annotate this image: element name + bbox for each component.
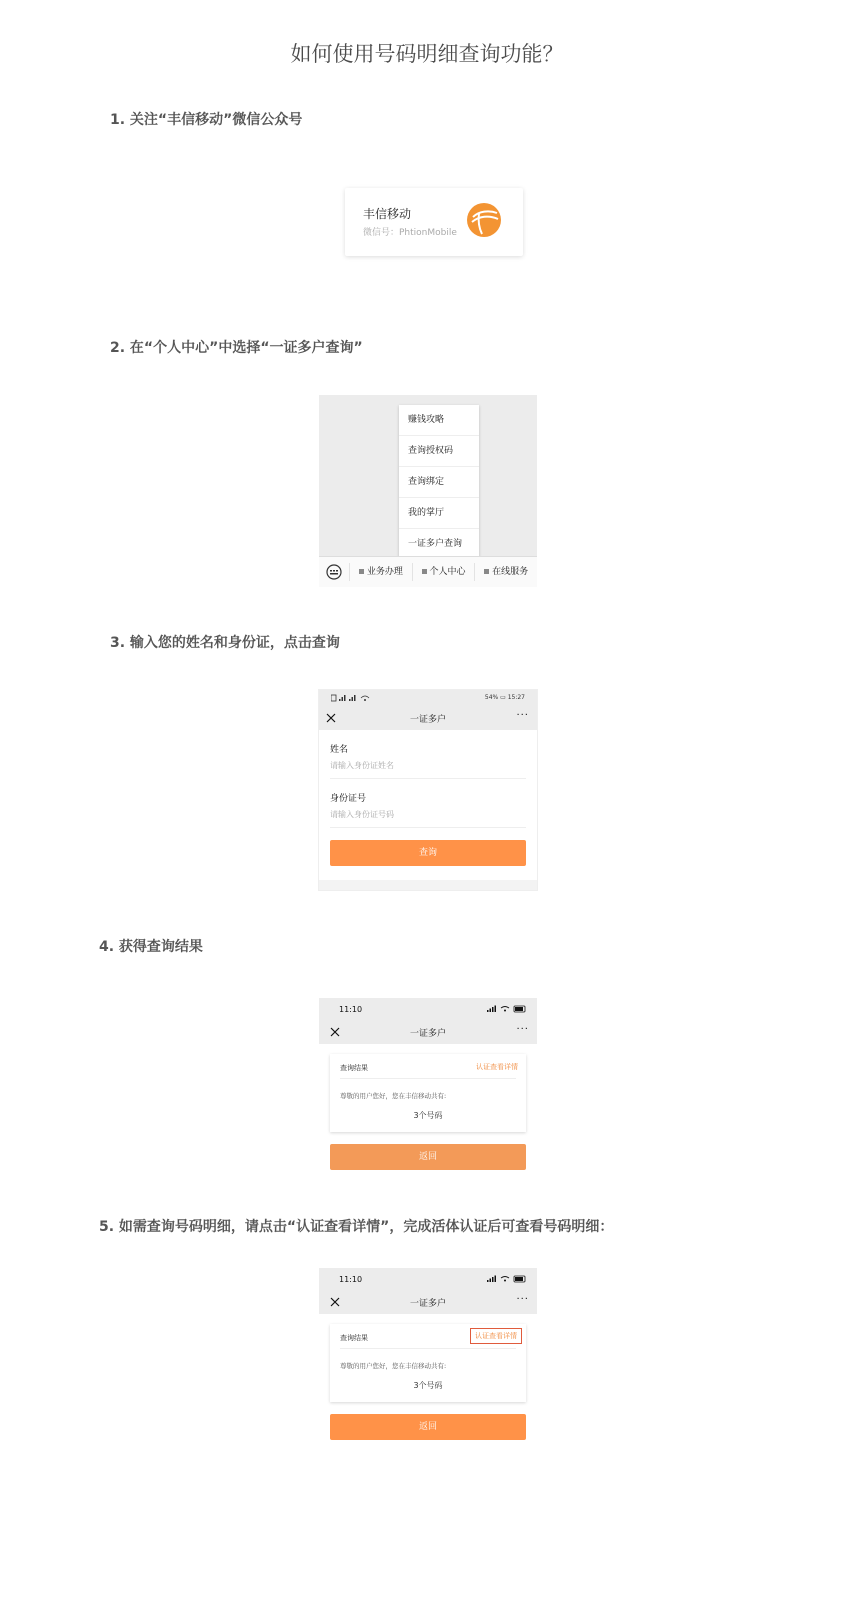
nav-title: 一证多户 [409,715,446,725]
step-4-heading: 4. 获得查询结果 [99,939,203,955]
popup-menu [399,405,479,559]
signal-wifi-battery-icons [487,1005,527,1013]
more-icon[interactable]: ··· [516,1024,529,1035]
result-message: 尊敬的用户您好，您在丰信移动共有: [340,1092,447,1100]
more-icon[interactable]: ··· [516,1294,529,1305]
status-bar [319,690,537,706]
status-bar [319,1268,537,1290]
menu-bars-icon [422,569,427,574]
footer-strip [319,880,537,890]
nav-bar [319,706,537,730]
id-label: 身份证号 [330,794,367,804]
keyboard-icon[interactable] [319,557,349,587]
nav-bar [319,1290,537,1314]
query-result-screenshot [319,998,537,1174]
detail-link-screenshot [319,1268,537,1444]
back-button[interactable]: 返回 [330,1144,526,1170]
step-3-heading: 3. 输入您的姓名和身份证，点击查询 [110,635,340,651]
nav-title: 一证多户 [409,1299,446,1309]
id-number-input[interactable]: 请输入身份证号码 [330,810,394,819]
tab-online-service[interactable]: 在线服务 [474,563,537,581]
tab-business[interactable]: 业务办理 [349,563,412,581]
menu-item-multi-account-query[interactable]: 一证多户查询 [408,539,463,549]
status-time: 11:10 [339,1275,363,1284]
menu-tab-bar [319,556,537,587]
step-2-heading: 2. 在“个人中心”中选择“一证多户查询” [110,340,363,356]
page-title: 如何使用号码明细查询功能？ [290,42,564,66]
divider [330,778,526,779]
nav-bar [319,1020,537,1044]
result-card [330,1324,526,1402]
view-detail-link-highlighted[interactable]: 认证查看详情 [470,1328,522,1344]
menu-item-query-auth-code[interactable]: 查询授权码 [399,436,479,467]
status-time: 11:10 [339,1005,363,1014]
account-wechat-id: 微信号：PhtionMobile [363,228,457,238]
step-1-heading: 1. 关注“丰信移动”微信公众号 [110,112,303,128]
tab-personal-center[interactable]: 个人中心 [412,563,475,581]
step-5-heading: 5. 如需查询号码明细，请点击“认证查看详情”，完成活体认证后可查看号码明细： [99,1219,614,1235]
menu-item-query-binding[interactable]: 查询绑定 [399,467,479,498]
status-right: 54% ▭ 15:27 [484,694,525,701]
menu-screenshot [319,395,537,587]
query-form-screenshot [319,690,537,890]
menu-bars-icon [359,569,364,574]
account-name: 丰信移动 [363,207,412,221]
official-account-card [345,188,523,256]
view-detail-link[interactable]: 认证查看详情 [476,1063,518,1071]
divider [330,827,526,828]
result-card-title: 查询结果 [340,1064,368,1072]
fengxin-logo-icon [467,203,501,237]
number-count: 3个号码 [413,1381,443,1390]
divider [340,1078,516,1079]
result-card-title: 查询结果 [340,1334,368,1342]
menu-item-earn-guide[interactable]: 赚钱攻略 [399,405,479,436]
signal-icons [331,694,377,702]
result-card [330,1054,526,1132]
divider [340,1348,516,1349]
result-message: 尊敬的用户您好，您在丰信移动共有: [340,1362,447,1370]
query-button[interactable]: 查询 [330,840,526,866]
name-input[interactable]: 请输入身份证姓名 [330,761,394,770]
nav-title: 一证多户 [409,1029,446,1039]
menu-bars-icon [484,569,489,574]
signal-wifi-battery-icons [487,1275,527,1283]
name-label: 姓名 [330,745,349,755]
more-icon[interactable]: ··· [516,710,529,721]
back-button[interactable]: 返回 [330,1414,526,1440]
status-bar [319,998,537,1020]
number-count: 3个号码 [413,1111,443,1120]
menu-item-my-hall[interactable]: 我的掌厅 [399,498,479,529]
